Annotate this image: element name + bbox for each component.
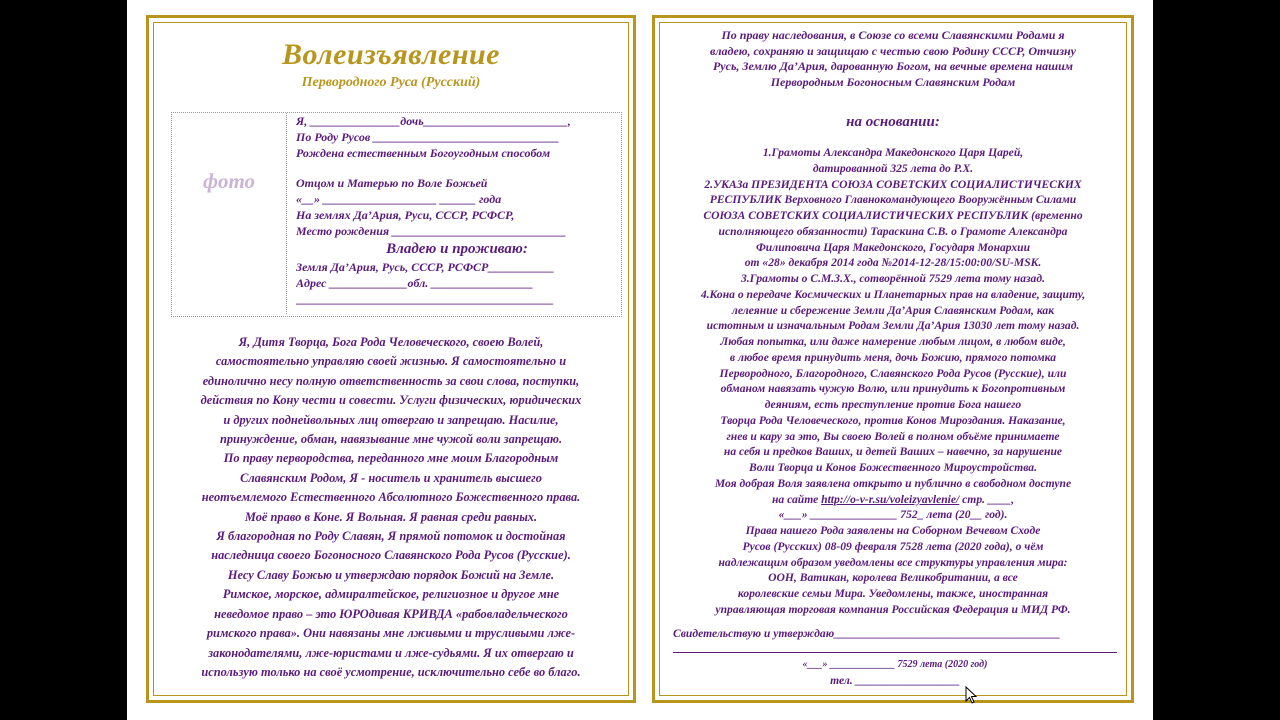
basis-line: Творца Рода Человеческого, против Конов Мироздания. Наказание, — [720, 413, 1066, 427]
basis-line: 2.УКАЗа ПРЕЗИДЕНТА СОЮЗА СОВЕТСКИХ СОЦИАЛИСТИЧЕСКИХ — [704, 177, 1082, 191]
basis-line: лелеяние и сбережение Земли Да’Ария Славянским Родам, как — [731, 303, 1055, 317]
body-line: Несу Славу Божью и утверждаю порядок Божий на Земле. — [227, 567, 555, 582]
document-subtitle: Первородного Руса (Русский) — [301, 75, 481, 90]
field-line: «__» ___________________ ______ года — [296, 192, 502, 206]
signature-block — [673, 626, 1117, 689]
body-line: наследница своего Богоносного Славянского Рода Русов (Русские). — [211, 548, 571, 563]
signature-rule — [673, 642, 1117, 653]
basis-line: 4.Кона о передаче Космических и Планетарных прав на владение, защиту, — [700, 287, 1086, 301]
photo-label: фото — [202, 169, 256, 193]
field-line: Место рождения _____________________________ — [296, 224, 567, 238]
intro-paragraph — [669, 28, 1117, 90]
body-line: неотъемлемого Естественного Абсолютного Божественного права. — [201, 490, 581, 505]
body-line: и других поднейвольных лиц отвергаю и запрещаю. Насилие, — [223, 412, 559, 427]
basis-line: от «28» декабря 2014 года №2014-12-28/15:00:00/SU-MSK. — [744, 256, 1042, 270]
field-line: Рождена естественным Богоугодным способом — [296, 146, 551, 160]
site-suffix: стр. ____, — [959, 492, 1015, 506]
basis-line: управляющая торговая компания Российская Федерация и МИД РФ. — [715, 602, 1071, 616]
field-line: Я, _______________дочь________________________, — [296, 114, 571, 128]
declaration-left-page — [146, 15, 636, 703]
basis-line: датированной 325 лета до Р.Х. — [812, 161, 974, 175]
basis-line: обманом навязать чужую Волю, или принудить к Богопротивным — [720, 382, 1066, 396]
basis-line: надлежащим образом уведомлены все структуры управления мира: — [718, 555, 1068, 569]
basis-line: Русов (Русских) 08-09 февраля 7528 лета (2020 года), о чём — [742, 539, 1044, 553]
body-line: неведомое право – это ЮРОдивая КРИВДА «рабовладельческого — [214, 606, 568, 621]
body-line: использую только на своё усмотрение, исключительно себе во благо. — [201, 664, 581, 679]
document-title: Волеизъявление — [282, 38, 500, 71]
date-line: «___» _______________ 752_ лета (20__ год). — [778, 508, 1008, 522]
body-line: Славянским Родом, Я - носитель и хранитель высшего — [240, 470, 542, 485]
site-prefix: на сайте — [771, 492, 822, 506]
basis-line: Любая попытка, или даже намерение любым лицом, в любом виде, — [720, 335, 1066, 348]
identity-box — [171, 112, 622, 317]
basis-line: РЕСПУБЛИК Верховного Главнокомандующего Вооружённым Силами — [709, 193, 1077, 207]
field-line: По Роду Русов _______________________________ — [296, 130, 560, 144]
body-line: единолично несу полную ответственность за свои слова, поступки, — [202, 373, 580, 388]
intro-line: Первородным Богоносным Славянским Родам — [770, 74, 1016, 89]
field-line: Земля Да’Ария, Русь, СССР, РСФСР___________ — [296, 260, 555, 274]
basis-line: Моя добрая Воля заявлена открыто и публично в свободном доступе — [714, 476, 1072, 490]
body-line: самостоятельно управляю своей жизнью. Я самостоятельно и — [215, 354, 567, 369]
field-line: Отцом и Матерью по Воле Божьей — [296, 176, 488, 190]
body-line: Я, Дитя Творца, Бога Рода Человеческого, своею Волей, — [238, 335, 544, 349]
body-line: законодателями, лже-юристами и лже-судьями. Я их отвергаю и — [208, 645, 574, 660]
intro-line: Русь, Землю Да’Ария, дарованную Богом, на вечные времена нашим — [712, 59, 1074, 74]
field-line: ___________________________________________ — [296, 292, 554, 306]
body-line: действия по Кону чести и совести. Услуги физических, юридических — [200, 393, 582, 408]
mouse-cursor-icon — [965, 686, 977, 704]
field-line: Адрес _____________обл. _________________ — [296, 276, 534, 290]
basis-line: королевские семьи Мира. Уведомлены, также, иностранная — [737, 587, 1049, 600]
field-line: На землях Да’Ария, Руси, СССР, РСФСР, — [296, 208, 515, 222]
basis-line: Филиповича Царя Македонского, Государя Монархии — [755, 240, 1031, 254]
basis-line: Первородного, Благородного, Славянского Рода Русов (Русские), или — [719, 366, 1067, 380]
body-line: Я благородная по Роду Славян, Я прямой потомок и достойная — [216, 529, 566, 544]
basis-line: в любое время принудить меня, дочь Божию, прямого потомка — [729, 350, 1057, 364]
basis-line: деяниям, есть преступление против Бога нашего — [764, 398, 1022, 411]
basis-line: 1.Грамоты Александра Македонского Царя Царей, — [762, 146, 1024, 159]
basis-line: Воли Творца и Конов Божественного Мироустройства. — [748, 461, 1037, 474]
basis-line: гнев и кару за это, Вы своею Волей в полном объёме принимаете — [726, 429, 1060, 443]
sign-phone: тел. __________________ — [830, 674, 960, 687]
basis-heading: на основании: — [846, 114, 940, 130]
declaration-right-page — [652, 15, 1134, 703]
basis-line: ООН, Ватикан, королева Великобритании, а все — [768, 571, 1018, 585]
identity-fields — [296, 113, 618, 307]
sign-date: «___» _____________ 7529 лета (2020 год) — [802, 659, 988, 670]
field-line — [296, 161, 618, 175]
basis-line: на себя и предков Ваших, и детей Ваших – навечно, за нарушение — [723, 445, 1063, 459]
basis-body — [663, 145, 1123, 618]
residence-heading: Владею и проживаю: — [386, 241, 528, 257]
intro-line: владею, сохраняю и защищаю с честью свою Родину СССР, Отчизну — [710, 43, 1076, 58]
basis-line: исполняющего обязанности) Тараскина С.В. о Грамоте Александра — [718, 224, 1068, 238]
sign-label: Свидетельствую и утверждаю_______________________________________ — [673, 627, 1061, 640]
body-line: Моё право в Коне. Я Вольная. Я равная среди равных. — [244, 509, 538, 524]
site-link[interactable]: http://o-v-r.su/voleizyavlenie/ — [821, 492, 960, 506]
body-line: Римское, морское, адмиралтейское, религиозное и другое мне — [222, 587, 560, 602]
body-line: римского права». Они навязаны мне лживыми и трусливыми лже- — [206, 626, 576, 641]
photo-placeholder — [172, 113, 287, 314]
site-line — [663, 492, 1123, 508]
basis-line: 3.Грамоты о С.М.З.Х., сотворённой 7529 лета тому назад. — [740, 272, 1046, 285]
body-line: По праву первородства, переданного мне моим Благородным — [223, 451, 559, 466]
basis-line: истотным и изначальным Родам Земли Да’Ария 13030 лет тому назад. — [706, 319, 1080, 333]
body-line: принуждение, обман, навязывание мне чужой воли запрещаю. — [219, 432, 563, 447]
intro-line: По праву наследования, в Союзе со всеми Славянскими Родами я — [721, 28, 1065, 42]
declaration-body — [167, 333, 615, 682]
basis-line: СОЮЗА СОВЕТСКИХ СОЦИАЛИСТИЧЕСКИХ РЕСПУБЛИК (временно — [703, 209, 1083, 222]
basis-line: Права нашего Рода заявлены на Соборном Вечевом Сходе — [745, 524, 1041, 537]
